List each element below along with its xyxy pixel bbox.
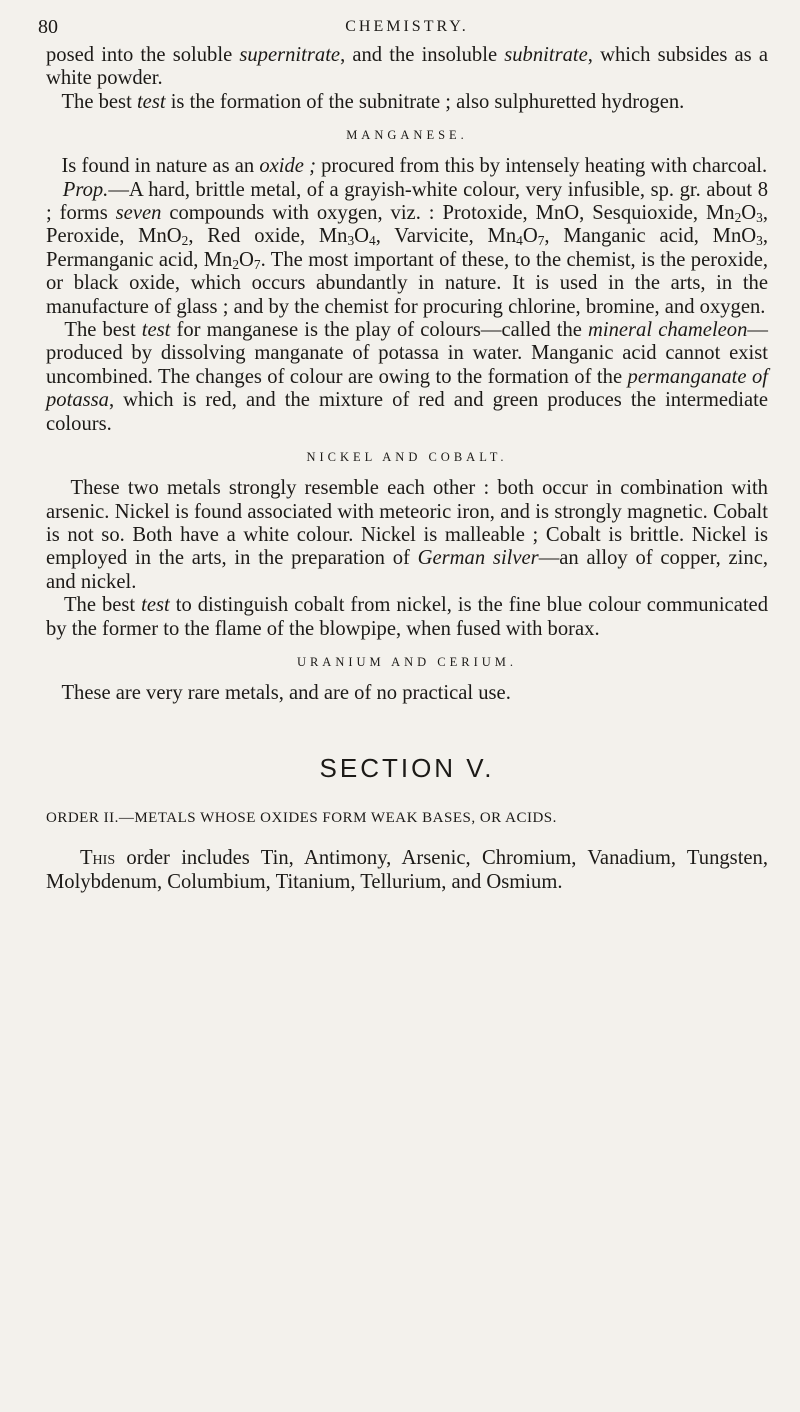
bismuth-paragraph-end: posed into the soluble supernitrate, and the insoluble subnitrate, which subsides as a white powder.	[46, 44, 768, 90]
manganese-test-paragraph: The best test for manganese is the play of colours—called the mineral chameleon—produced by dissolving manganate of potassa in water. Manganic acid cannot exist uncombined. The changes of colour are owing to the formation of the permanganate of potassa, which is red, and the mixture of red and green produces the intermediate colours.	[46, 319, 768, 435]
nickel-cobalt-heading: NICKEL AND COBALT.	[306, 450, 508, 465]
nickel-cobalt-paragraph: These two metals strongly resemble each other : both occur in combination with arsenic. Nickel is found associated with meteoric iron, and is strongly magnetic. Cobalt is not so. Both have a white colour. Nickel is malleable ; Cobalt is brittle. Nickel is employed in the arts, in the preparation of German silver—an alloy of copper, zinc, and nickel.	[46, 477, 768, 593]
section-title: SECTION V.	[319, 753, 495, 784]
page-number: 80	[38, 16, 58, 38]
running-head	[38, 14, 768, 44]
order-intro-paragraph: This order includes Tin, Antimony, Arsenic, Chromium, Vanadium, Tungsten, Molybdenum, Columbium, Titanium, Tellurium, and Osmium.	[46, 847, 769, 893]
bismuth-test-paragraph: The best test is the formation of the subnitrate ; also sulphuretted hydrogen.	[61, 90, 685, 113]
book-page	[38, 14, 769, 894]
manganese-properties-paragraph: Prop.—A hard, brittle metal, of a grayish-white colour, very infusible, sp. gr. about 8 ; forms seven compounds with oxygen, viz. : Protoxide, MnO, Sesquioxide, $Mn_2O_3$, Peroxide, MnO$_2$, Red oxide, $Mn_3O_4$, Varvicite, $Mn_4O_7$, Manganic acid, MnO$_3$, Permanganic acid, $Mn_2O_7$. The most important of these, to the chemist, is the peroxide, or black oxide, which occurs abundantly in nature. It is used in the arts, in the manufacture of glass ; and by the chemist for procuring chlorine, bromine, and oxygen.	[46, 178, 769, 318]
running-title: CHEMISTRY.	[345, 18, 469, 35]
manganese-heading: MANGANESE.	[346, 128, 468, 143]
nickel-cobalt-test-paragraph: The best test to distinguish cobalt from nickel, is the fine blue colour communicated by the former to the flame of the blowpipe, when fused with borax.	[46, 594, 768, 640]
order-heading: ORDER II.—METALS WHOSE OXIDES FORM WEAK BASES, OR ACIDS.	[46, 810, 557, 827]
manganese-source-paragraph: Is found in nature as an oxide ; procured from this by intensely heating with charcoal.	[61, 155, 768, 178]
uranium-cerium-paragraph: These are very rare metals, and are of no practical use.	[61, 681, 511, 704]
uranium-cerium-heading: URANIUM AND CERIUM.	[296, 654, 518, 669]
